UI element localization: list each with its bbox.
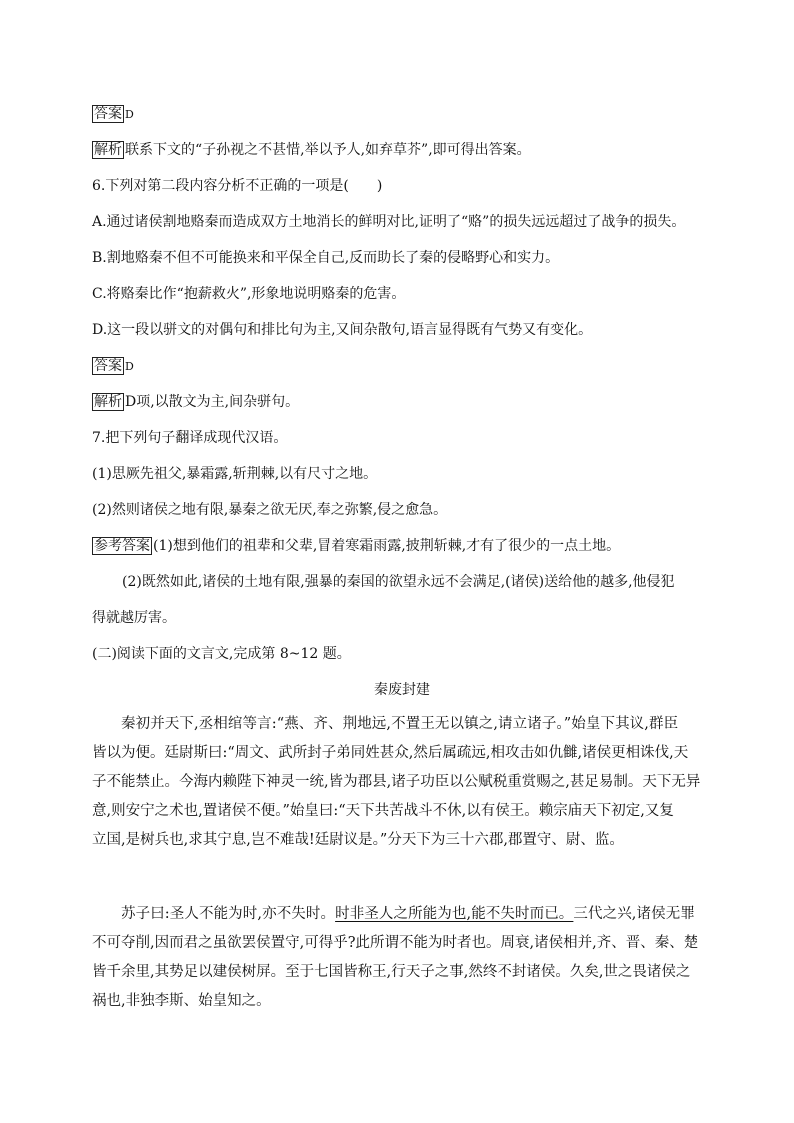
reference-answer-1: (1)想到他们的祖辈和父辈,冒着寒霜雨露,披荆斩棘,才有了很少的一点土地。 <box>153 538 621 554</box>
analysis-text: D项,以散文为主,间杂骈句。 <box>125 394 300 410</box>
passage-paragraph-2 <box>92 900 712 1016</box>
q6-option-d: D.这一段以骈文的对偶句和排比句为主,又间杂散句,语言显得既有气势又有变化。 <box>92 322 593 338</box>
passage-text: 三代之兴,诸侯无罪 <box>573 906 695 922</box>
q5-answer-line <box>92 104 134 125</box>
passage-line <box>92 900 712 929</box>
passage-line: 皆以为便。廷尉斯曰:“周文、武所封子弟同姓甚众,然后属疏远,相攻击如仇雠,诸侯更相诛伐,天 <box>92 745 689 761</box>
answer-tag: 答案 <box>94 358 122 374</box>
answer-value: D <box>125 108 134 121</box>
q7-ref-answer-line <box>92 536 620 556</box>
answer-tag: 答案 <box>94 106 122 122</box>
passage-text: 苏子曰:圣人不能为时,亦不失时。 <box>121 906 336 922</box>
analysis-tag: 解析 <box>94 142 122 158</box>
reference-answer-tag: 参考答案 <box>94 538 150 554</box>
q7-item-1: (1)思厥先祖父,暴霜露,斩荆棘,以有尺寸之地。 <box>92 466 378 482</box>
q6-option-b: B.割地赂秦不但不可能换来和平保全自己,反而助长了秦的侵略野心和实力。 <box>92 250 560 266</box>
q6-answer-line <box>92 356 134 377</box>
q7-stem: 7.把下列句子翻译成现代汉语。 <box>92 430 288 446</box>
answer-value: D <box>125 360 134 373</box>
underlined-sentence: 时非圣人之所能为也,能不失时而已。 <box>335 906 574 922</box>
passage-line: 祸也,非独李斯、始皇知之。 <box>92 993 271 1009</box>
passage-line: 子不能禁止。今海内赖陛下神灵一统,皆为郡县,诸子功臣以公赋税重赏赐之,甚足易制。天下无异 <box>92 774 701 790</box>
q6-analysis-line <box>92 392 299 412</box>
q6-stem: 6.下列对第二段内容分析不正确的一项是( ) <box>92 178 383 194</box>
q7-item-2: (2)然则诸侯之地有限,暴秦之欲无厌,奉之弥繁,侵之愈急。 <box>92 502 448 518</box>
reference-answer-2-line1: (2)既然如此,诸侯的土地有限,强暴的秦国的欲望永远不会满足,(诸侯)送给他的越多,他侵犯 <box>122 574 675 590</box>
passage-line: 皆千余里,其势足以建侯树屏。至于七国皆称王,行天子之事,然终不封诸侯。久矣,世之畏诸侯之 <box>92 964 691 980</box>
passage-title: 秦废封建 <box>374 682 430 698</box>
analysis-tag: 解析 <box>94 394 122 410</box>
q6-option-c: C.将赂秦比作“抱薪救火”,形象地说明赂秦的危害。 <box>92 286 406 302</box>
q6-option-a: A.通过诸侯割地赂秦而造成双方土地消长的鲜明对比,证明了“赂”的损失远远超过了战争的损失。 <box>92 214 686 230</box>
analysis-text: 联系下文的“子孙视之不甚惜,举以予人,如弃草芥”,即可得出答案。 <box>125 142 531 158</box>
passage-line: 不可夺削,因而君之虽欲罢侯置守,可得乎?此所谓不能为时者也。周衰,诸侯相并,齐、晋、秦、楚 <box>92 935 699 951</box>
reference-answer-2-line2: 得就越厉害。 <box>92 610 176 626</box>
section-heading: (二)阅读下面的文言文,完成第 8~12 题。 <box>92 646 351 662</box>
passage-line: 意,则安宁之术也,置诸侯不便。”始皇曰:“天下共苦战斗不休,以有侯王。赖宗庙天下初定,又复 <box>92 803 674 819</box>
passage-line: 立国,是树兵也,求其宁息,岂不难哉!廷尉议是。”分天下为三十六郡,郡置守、尉、监。 <box>92 832 624 848</box>
q5-analysis-line <box>92 140 531 160</box>
passage-line: 秦初并天下,丞相绾等言:“燕、齐、荆地远,不置王无以镇之,请立诸子。”始皇下其议,群臣 <box>121 716 679 732</box>
passage-paragraph-1 <box>92 710 712 855</box>
